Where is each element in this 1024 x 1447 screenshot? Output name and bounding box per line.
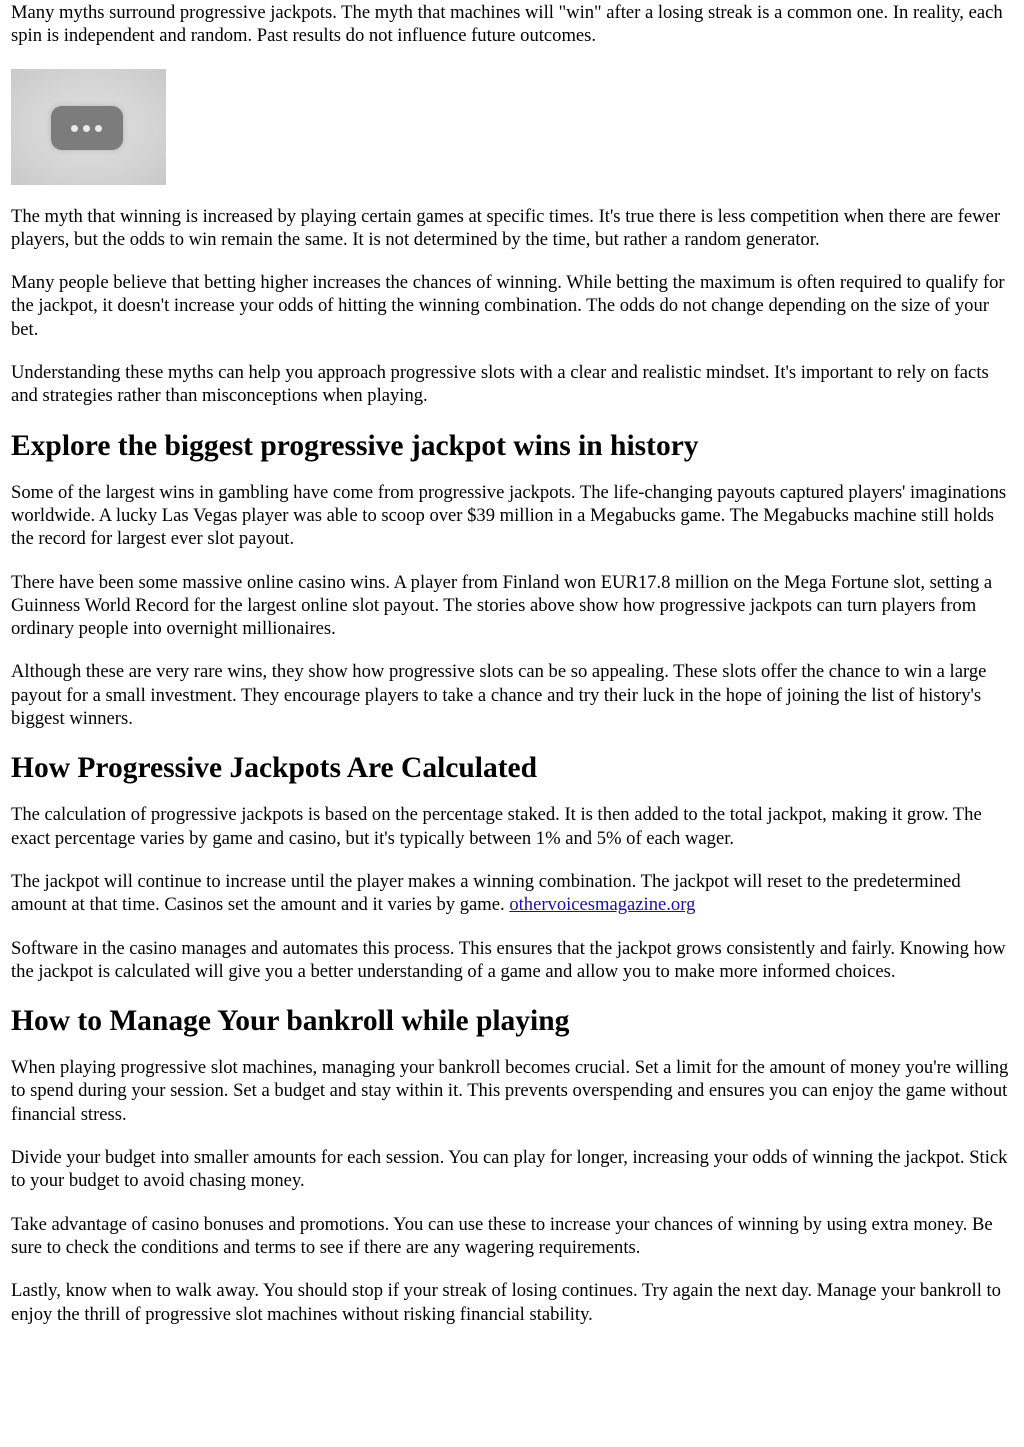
section-paragraph: Lastly, know when to walk away. You should stop if your streak of losing continues. Try again the next day. Manage your bankroll to enjoy the thrill of progressive slot machines without risking financial stability.	[11, 1280, 1001, 1325]
section-paragraph: The calculation of progressive jackpots is based on the percentage staked. It is then added to the total jackpot, making it grow. The exact percentage varies by game and casino, but it's typically between 1% and 5% of each wager.	[11, 804, 982, 849]
section-paragraph: Although these are very rare wins, they show how progressive slots can be so appealing. These slots offer the chance to win a large payout for a small investment. They encourage players to take a chance and try their luck in the hope of joining the list of history's biggest winners.	[11, 661, 987, 730]
more-dots-icon[interactable]	[51, 106, 123, 150]
section-heading: How to Manage Your bankroll while playing	[11, 1005, 570, 1038]
section-heading: Explore the biggest progressive jackpot wins in history	[11, 429, 699, 462]
section-paragraph: Divide your budget into smaller amounts for each session. You can play for longer, increasing your odds of winning the jackpot. Stick to your budget to avoid chasing money.	[11, 1147, 1008, 1192]
section-paragraph: Software in the casino manages and automates this process. This ensures that the jackpot grows consistently and fairly. Knowing how the jackpot is calculated will give you a better understanding of a game and allow you to make more informed choices.	[11, 937, 1006, 982]
article	[0, 1, 1024, 1326]
section-heading: How Progressive Jackpots Are Calculated	[11, 752, 538, 785]
intro-paragraph: Many myths surround progressive jackpots. The myth that machines will "win" after a losing streak is a common one. In reality, each spin is independent and random. Past results do not influence future outcomes.	[11, 2, 1003, 47]
section-paragraph: Some of the largest wins in gambling have come from progressive jackpots. The life-changing payouts captured players' imaginations worldwide. A lucky Las Vegas player was able to scoop over $39 million in a Megabucks game. The Megabucks machine still holds the record for largest ever slot payout.	[11, 481, 1007, 550]
dot	[83, 125, 90, 132]
section-paragraph: There have been some massive online casino wins. A player from Finland won EUR17.8 million on the Mega Fortune slot, setting a Guinness World Record for the largest online slot payout. The stories above show how progressive jackpots can turn players from ordinary people into overnight millionaires.	[11, 571, 993, 640]
dot	[71, 125, 78, 132]
source-link[interactable]: othervoicesmagazine.org	[509, 894, 696, 916]
myth-paragraph: Understanding these myths can help you approach progressive slots with a clear and realistic mindset. It's important to rely on facts and strategies rather than misconceptions when playing.	[11, 362, 989, 407]
dot	[95, 125, 102, 132]
section-paragraph: Take advantage of casino bonuses and promotions. You can use these to increase your chances of winning by using extra money. Be sure to check the conditions and terms to see if there are any wagering requirements.	[11, 1213, 993, 1258]
paragraph-text: The jackpot will continue to increase until the player makes a winning combination. The jackpot will reset to the predetermined amount at that time. Casinos set the amount and it varies by game.	[11, 870, 961, 916]
section-paragraph-with-link	[11, 870, 1013, 917]
section-paragraph: When playing progressive slot machines, managing your bankroll becomes crucial. Set a limit for the amount of money you're willing to spend during your session. Set a budget and stay within it. This prevents overspending and ensures you can enjoy the game without financial stress.	[11, 1057, 1009, 1125]
myth-paragraph: The myth that winning is increased by playing certain games at specific times. It's true there is less competition when there are fewer players, but the odds to win remain the same. It is not determined by the time, but rather a random generator.	[11, 205, 1001, 250]
media-placeholder[interactable]	[11, 69, 166, 185]
myth-paragraph: Many people believe that betting higher increases the chances of winning. While betting the maximum is often required to qualify for the jackpot, it doesn't increase your odds of hitting the winning combination. The odds do not change depending on the size of your bet.	[11, 272, 1005, 340]
